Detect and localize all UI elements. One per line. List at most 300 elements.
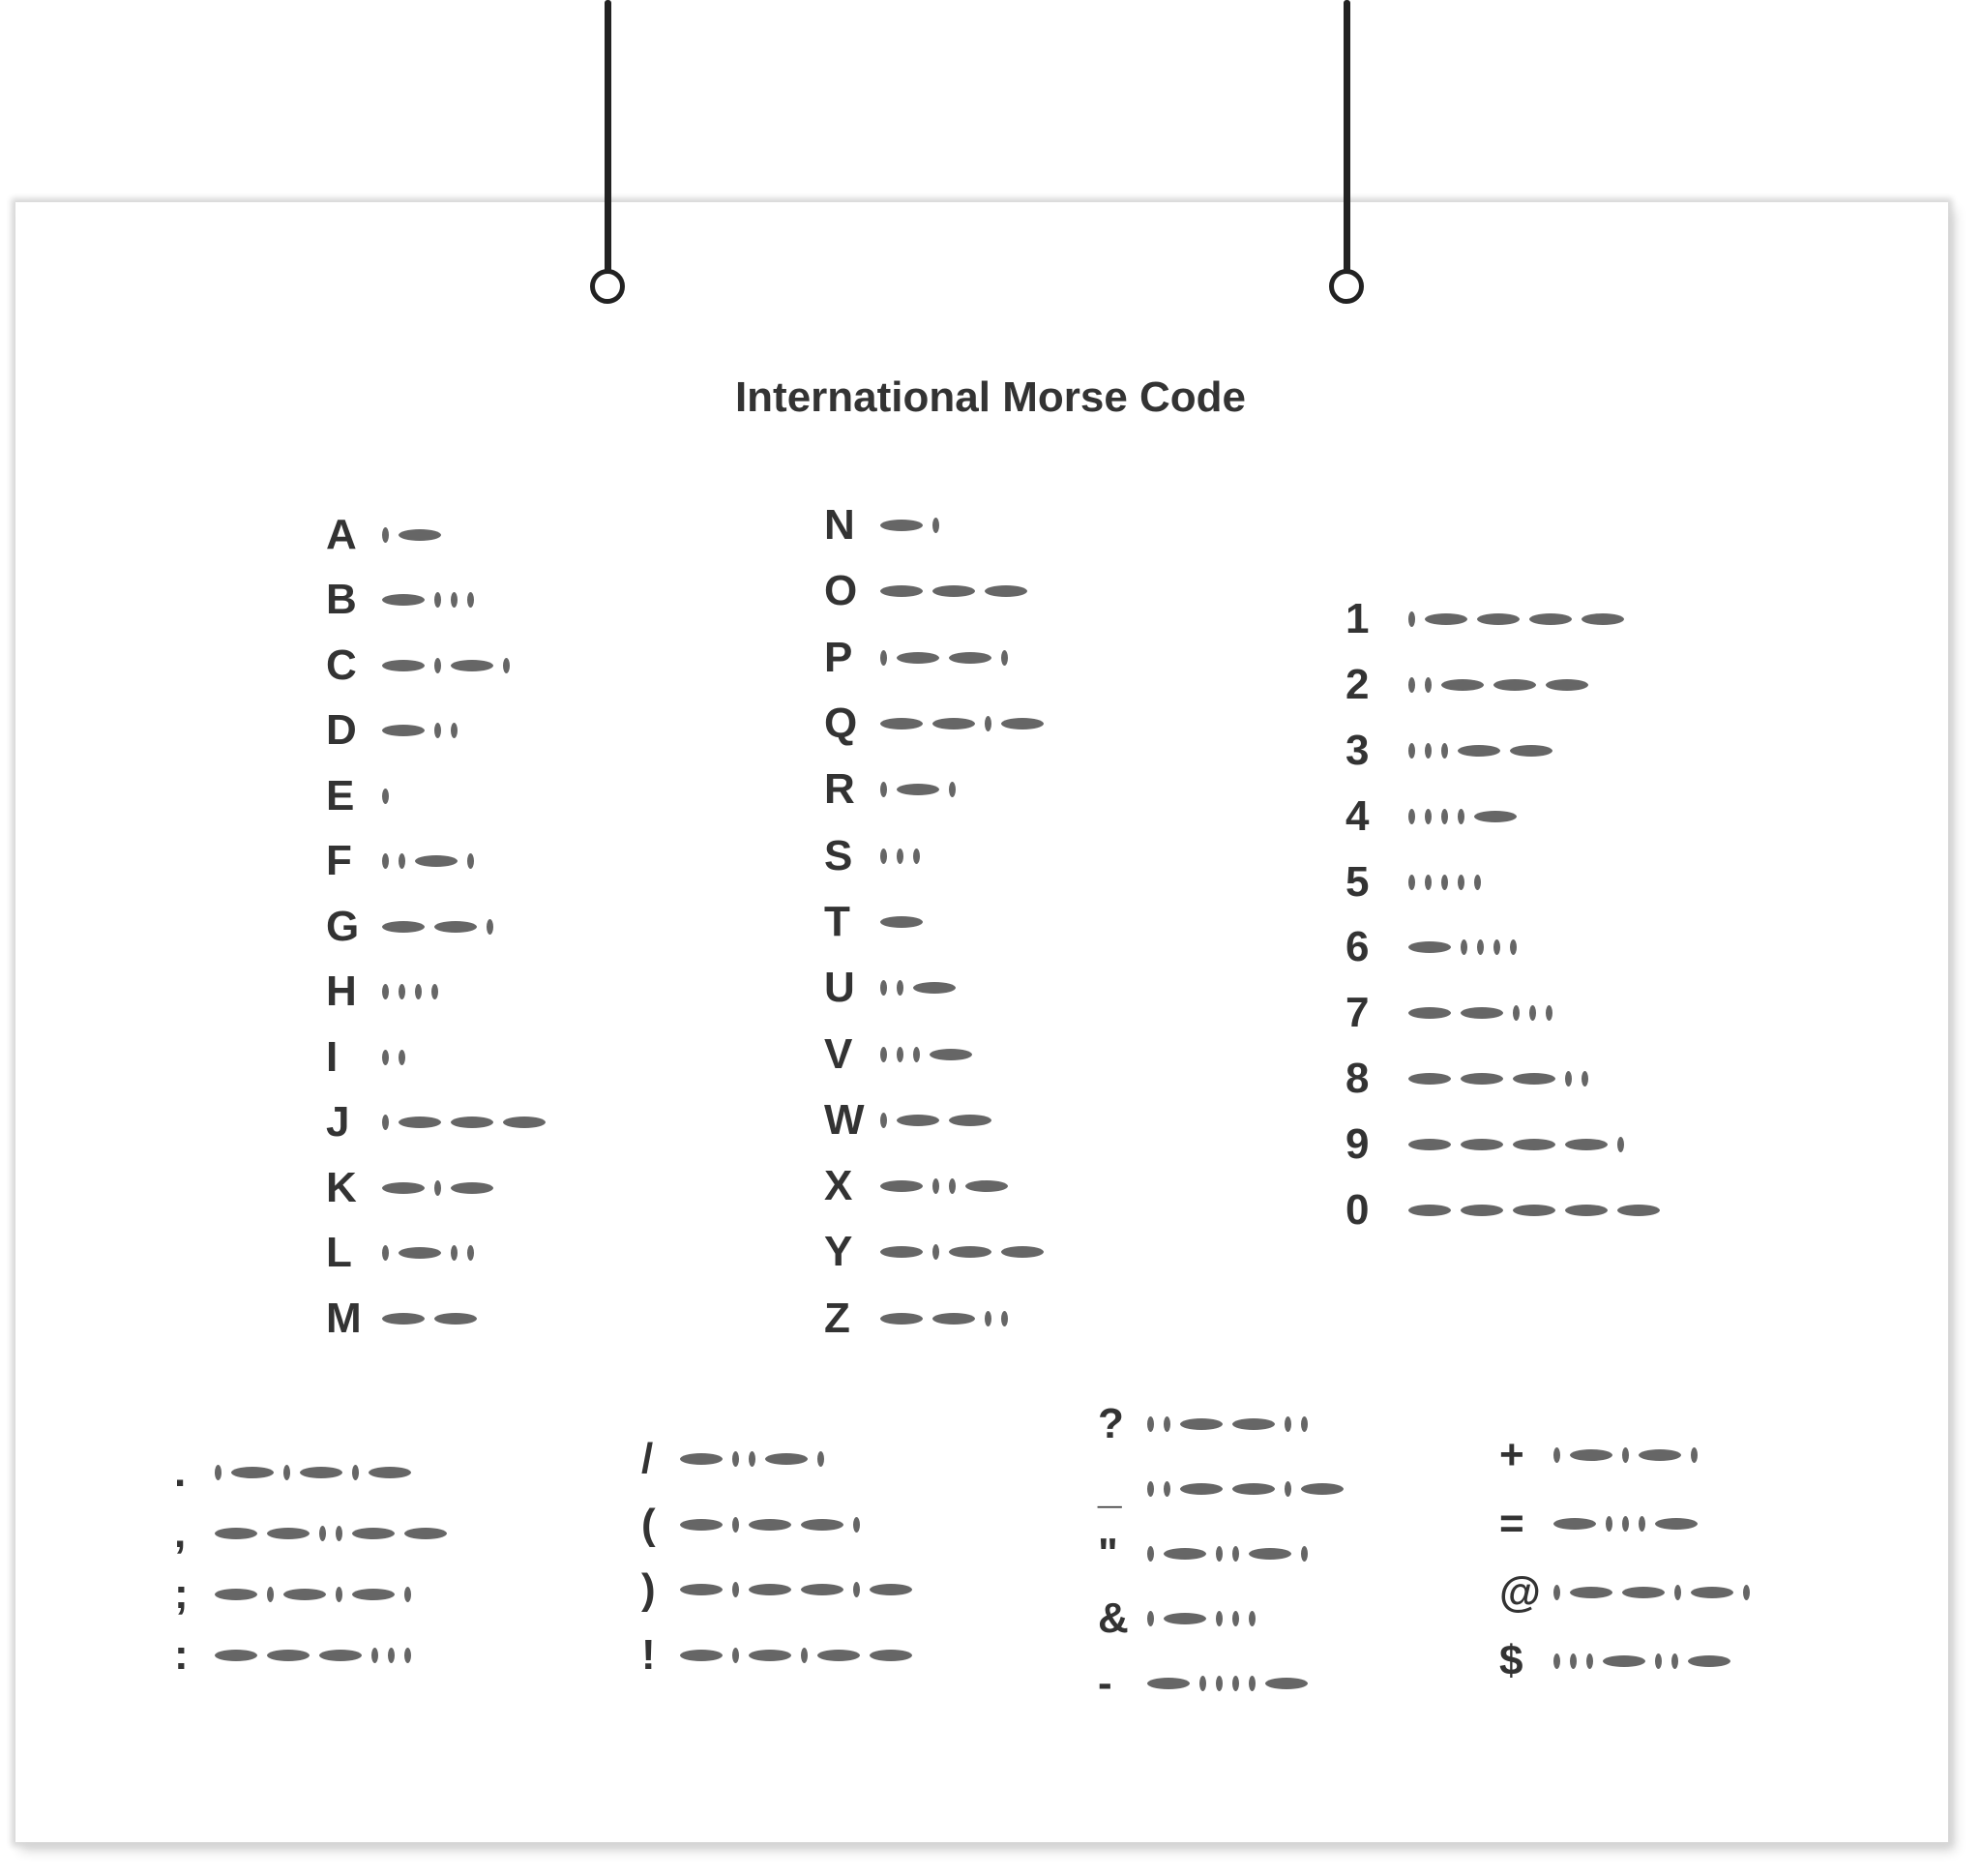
hanging-string-right [1344,0,1350,273]
morse-code-sequence [382,853,474,869]
morse-entry [641,1492,912,1558]
morse-code-sequence [215,1648,411,1663]
morse-character: T [824,897,850,945]
morse-dot [434,658,441,673]
morse-dot [732,1582,739,1597]
morse-dot [267,1587,274,1602]
morse-code-sequence [382,1313,477,1325]
morse-dot [1582,1071,1588,1087]
morse-code-sequence [880,782,956,797]
morse-dot [897,849,903,864]
morse-dot [434,592,441,608]
morse-code-sequence [1408,1137,1624,1152]
morse-dot [1147,1416,1154,1432]
morse-dash [382,725,425,736]
morse-dash [1570,1449,1612,1461]
numbers-column [1345,586,1660,1243]
morse-dash [1249,1548,1291,1560]
morse-dash [932,585,975,597]
morse-dot [1458,809,1464,824]
morse-dash [1461,1139,1503,1150]
morse-character: A [326,510,357,558]
morse-dot [388,1648,395,1663]
morse-dot [1285,1416,1291,1432]
morse-dash [1425,613,1467,625]
morse-dash [382,660,425,671]
morse-entry [326,1221,546,1287]
morse-character: 2 [1345,660,1370,708]
morse-dash [415,855,458,867]
morse-dash [451,660,493,671]
morse-dot [1513,1005,1520,1021]
morse-dash [1565,1139,1608,1150]
morse-dot [434,723,441,738]
morse-character: ! [641,1630,656,1679]
morse-character: S [824,831,853,879]
morse-dash [897,784,939,795]
morse-entry [1345,1112,1660,1177]
morse-dash [283,1589,326,1600]
morse-code-sequence [680,1451,824,1467]
morse-dot [404,1587,411,1602]
morse-character: L [326,1229,352,1277]
morse-code-sequence [880,585,1027,597]
morse-dot [1199,1676,1206,1691]
morse-dot [382,1050,389,1065]
morse-character: $ [1499,1636,1523,1684]
morse-dash [267,1528,310,1539]
morse-entry [326,568,546,634]
morse-dash [1001,718,1044,730]
morse-dot [467,1245,474,1261]
morse-dot [1586,1653,1593,1669]
morse-code-sequence [382,723,458,738]
morse-character: 0 [1345,1185,1370,1234]
morse-character: U [824,964,855,1012]
morse-dash [1474,811,1517,822]
morse-code-sequence [1147,1546,1308,1562]
morse-dash [897,1115,939,1126]
morse-dot [1458,875,1464,890]
morse-dot [1474,875,1481,890]
morse-dash [880,1180,923,1192]
morse-character: 5 [1345,857,1370,906]
morse-code-sequence [680,1582,912,1597]
morse-entry [824,889,1044,955]
morse-entry [824,955,1044,1021]
morse-character: D [326,706,357,755]
morse-character: Q [824,700,858,748]
morse-dot [1570,1653,1577,1669]
morse-dot [1622,1516,1629,1532]
morse-code-sequence [382,984,438,999]
morse-entry [1098,1521,1344,1586]
morse-character: 9 [1345,1120,1370,1169]
morse-dot [371,1648,378,1663]
morse-dot [932,1178,939,1194]
morse-dot [1001,650,1008,666]
morse-dash [1180,1483,1223,1495]
morse-dash [880,585,923,597]
ring-left-icon [590,269,625,304]
morse-dash [1458,745,1500,757]
morse-dot [319,1526,326,1541]
morse-dot [949,782,956,797]
morse-dash [1265,1678,1308,1689]
morse-code-sequence [880,716,1044,731]
morse-entry [824,757,1044,822]
morse-dash [680,1453,723,1465]
morse-dash [932,1313,975,1325]
morse-dot [1301,1416,1308,1432]
morse-dash [880,520,923,531]
morse-dash [369,1467,411,1478]
morse-dot [382,527,389,543]
morse-entry [1098,1456,1344,1521]
morse-dot [1553,1653,1560,1669]
morse-character: ; [174,1569,189,1618]
morse-dot [1232,1611,1239,1626]
morse-dot [399,984,405,999]
morse-entry [326,1155,546,1221]
morse-code-sequence [382,1180,493,1196]
morse-entry [174,1624,447,1685]
morse-entry [174,1503,447,1563]
morse-dash [1691,1587,1733,1598]
morse-dash [749,1519,791,1531]
morse-entry [1345,1177,1660,1243]
morse-character: 6 [1345,923,1370,971]
morse-dash [1570,1587,1612,1598]
morse-dot [949,1178,956,1194]
morse-character: 3 [1345,726,1370,774]
morse-entry [1499,1558,1750,1626]
morse-dash [382,1313,425,1325]
punctuation-column-1 [174,1442,447,1685]
morse-dash [382,1182,425,1194]
morse-entry [641,1426,912,1492]
morse-dash [1461,1007,1503,1019]
morse-entry [824,558,1044,624]
morse-dash [680,1519,723,1531]
morse-dot [487,919,493,935]
morse-dot [897,1047,903,1062]
morse-character: B [326,576,357,624]
morse-dash [1622,1587,1665,1598]
morse-character: Y [824,1228,853,1276]
morse-dash [870,1650,912,1661]
morse-dash [680,1650,723,1661]
morse-dash [215,1650,257,1661]
morse-dot [1249,1676,1256,1691]
morse-dot [382,1245,389,1261]
morse-dash [680,1584,723,1595]
morse-entry [641,1623,912,1688]
morse-dash [1180,1418,1223,1430]
morse-dash [434,921,477,933]
morse-character: N [824,501,855,550]
morse-dot [1301,1546,1308,1562]
ring-right-icon [1329,269,1364,304]
morse-dot [1232,1676,1239,1691]
morse-dot [1425,809,1432,824]
morse-entry [326,960,546,1026]
morse-dot [749,1451,755,1467]
morse-dash [451,1182,493,1194]
morse-entry [824,492,1044,558]
morse-code-sequence [880,916,923,928]
morse-character: F [326,837,352,885]
morse-dot [1425,743,1432,759]
punctuation-column-2 [641,1426,912,1688]
morse-dash [352,1528,395,1539]
morse-dot [451,592,458,608]
morse-dot [880,650,887,666]
morse-entry [824,625,1044,691]
morse-dash [1232,1483,1275,1495]
morse-code-sequence [1408,809,1517,824]
morse-code-sequence [1147,1676,1308,1691]
morse-code-sequence [1553,1585,1750,1600]
morse-dash [1301,1483,1344,1495]
morse-dot [382,1115,389,1130]
morse-dash [1477,613,1520,625]
morse-character: P [824,633,853,681]
morse-dot [382,984,389,999]
morse-dot [215,1465,222,1480]
morse-dot [1147,1481,1154,1497]
morse-dot [336,1526,342,1541]
morse-entry [824,1286,1044,1352]
morse-dot [880,849,887,864]
morse-dash [1441,679,1484,691]
morse-dash [352,1589,395,1600]
morse-dash [267,1650,310,1661]
morse-dash [1655,1518,1698,1530]
morse-dot [1408,809,1415,824]
morse-dot [399,1050,405,1065]
morse-dash [434,1313,477,1325]
morse-entry [1345,914,1660,980]
morse-character: 8 [1345,1055,1370,1103]
morse-character: W [824,1095,865,1144]
morse-dot [1425,875,1432,890]
morse-dot [336,1587,342,1602]
morse-code-sequence [215,1526,447,1541]
morse-dot [1164,1416,1170,1432]
morse-dash [1617,1205,1660,1216]
morse-character: K [326,1163,357,1211]
morse-dash [1408,1007,1451,1019]
morse-dot [1606,1516,1612,1532]
morse-dash [897,652,939,664]
morse-dash [1553,1518,1596,1530]
morse-entry [326,829,546,895]
morse-dash [1408,1205,1451,1216]
morse-dot [1617,1137,1624,1152]
morse-dash [404,1528,447,1539]
morse-character: + [1499,1430,1524,1478]
morse-dot [1441,809,1448,824]
morse-dot [1216,1676,1223,1691]
morse-dot [913,1047,920,1062]
morse-dot [1408,677,1415,693]
morse-character: 4 [1345,791,1370,840]
morse-dot [932,518,939,533]
morse-dash [1603,1655,1645,1667]
morse-dot [1743,1585,1750,1600]
morse-dot [467,853,474,869]
letters-a-m-column [326,502,546,1352]
morse-dot [913,849,920,864]
morse-character: ) [641,1565,656,1614]
morse-code-sequence [680,1648,912,1663]
morse-dot [1441,875,1448,890]
morse-character: V [824,1029,853,1078]
morse-code-sequence [1408,1071,1588,1087]
morse-dot [880,782,887,797]
morse-dot [1565,1071,1572,1087]
morse-character: / [641,1434,654,1482]
morse-character: _ [1098,1464,1122,1512]
morse-dash [985,585,1027,597]
morse-code-sequence [382,592,474,608]
morse-dash [1546,679,1588,691]
morse-code-sequence [880,849,920,864]
morse-dash [1529,613,1572,625]
morse-character: ( [641,1500,656,1548]
morse-entry [1499,1626,1750,1695]
morse-entry [1499,1420,1750,1489]
morse-entry [824,822,1044,888]
morse-dash [801,1584,843,1595]
morse-entry [1098,1586,1344,1651]
morse-dot [1529,1005,1536,1021]
morse-dash [749,1584,791,1595]
morse-entry [174,1442,447,1503]
morse-dash [1461,1073,1503,1085]
morse-dash [880,718,923,730]
morse-dot [467,592,474,608]
morse-dot [451,1245,458,1261]
morse-code-sequence [1408,1005,1552,1021]
morse-character: M [326,1294,362,1342]
morse-code-sequence [880,650,1008,666]
morse-character: O [824,567,858,615]
letters-n-z-column [824,492,1044,1352]
morse-dot [880,980,887,996]
morse-entry [326,1286,546,1352]
morse-dash [880,916,923,928]
morse-entry [326,1090,546,1156]
morse-dot [1408,875,1415,890]
morse-dot [404,1648,411,1663]
morse-code-sequence [1408,677,1588,693]
morse-code-sequence [215,1587,411,1602]
morse-dash [1164,1548,1206,1560]
morse-code-sequence [1408,743,1552,759]
morse-dash [300,1467,342,1478]
morse-dot [853,1517,860,1533]
morse-dash [913,982,956,994]
morse-dot [1546,1005,1552,1021]
morse-dot [1249,1611,1256,1626]
morse-dot [1232,1546,1239,1562]
morse-code-sequence [1553,1516,1698,1532]
morse-entry [174,1563,447,1624]
morse-code-sequence [382,789,389,804]
morse-dash [1147,1678,1190,1689]
morse-character: ? [1098,1399,1124,1447]
morse-dot [985,1311,991,1326]
morse-entry [824,691,1044,757]
morse-character: E [326,771,355,819]
morse-dot [1691,1447,1698,1463]
morse-code-sequence [1408,1205,1660,1216]
morse-code-sequence [382,1050,405,1065]
hanging-string-left [605,0,611,273]
morse-dash [949,1246,991,1258]
morse-dash [965,1180,1008,1192]
morse-dash [932,718,975,730]
morse-dot [1425,677,1432,693]
morse-character: , [174,1508,187,1557]
morse-dash [399,1117,441,1128]
morse-character: C [326,640,357,689]
morse-dash [1582,613,1624,625]
morse-dot [1216,1611,1223,1626]
morse-code-sequence [382,527,441,543]
morse-code-sequence [1408,875,1481,890]
morse-dash [1408,1139,1451,1150]
morse-character: = [1499,1499,1524,1547]
morse-dash [749,1650,791,1661]
morse-dot [1671,1653,1678,1669]
morse-entry [326,633,546,699]
morse-code-sequence [880,1244,1044,1260]
morse-dash [801,1519,843,1531]
morse-dot [1408,743,1415,759]
morse-code-sequence [880,1113,991,1128]
morse-code-sequence [382,658,510,673]
morse-dash [215,1528,257,1539]
morse-dash [399,1247,441,1259]
morse-entry [824,1153,1044,1219]
morse-code-sequence [880,1178,1008,1194]
punctuation-column-4 [1499,1420,1750,1695]
morse-dash [1493,679,1536,691]
morse-character: H [326,968,357,1016]
morse-dash [1461,1205,1503,1216]
morse-character: R [824,765,855,814]
morse-dot [1441,743,1448,759]
morse-code-sequence [1408,939,1517,955]
morse-entry [641,1557,912,1623]
morse-dash [382,921,425,933]
morse-dot [880,1047,887,1062]
morse-character: @ [1499,1567,1541,1616]
morse-dash [1232,1418,1275,1430]
morse-code-sequence [880,980,956,996]
morse-dot [1639,1516,1645,1532]
morse-entry [1345,849,1660,915]
morse-dot [1674,1585,1681,1600]
morse-dash [451,1117,493,1128]
morse-entry [1345,652,1660,718]
morse-entry [1345,784,1660,849]
morse-character: 7 [1345,989,1370,1037]
morse-code-sequence [880,1047,972,1062]
